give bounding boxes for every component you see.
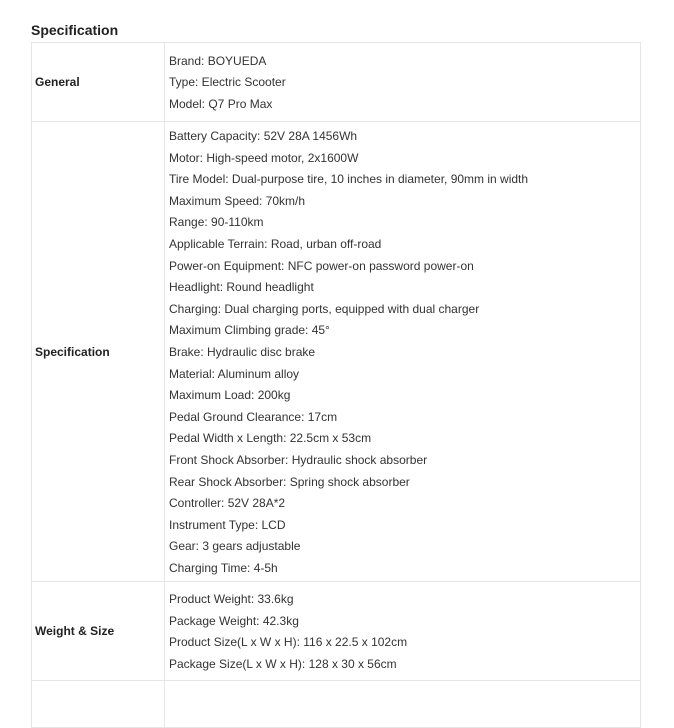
row-values-partial (165, 681, 641, 728)
table-row-general (32, 43, 641, 122)
spec-item: Headlight: Round headlight (169, 280, 314, 295)
spec-item: Front Shock Absorber: Hydraulic shock absorber (169, 452, 428, 467)
row-label-specification: Specification (32, 122, 165, 582)
spec-item: Model: Q7 Pro Max (169, 96, 273, 111)
spec-item: Range: 90-110km (169, 215, 264, 230)
spec-item: Pedal Ground Clearance: 17cm (169, 409, 338, 424)
spec-item: Gear: 3 gears adjustable (169, 539, 301, 554)
row-label-general: General (32, 43, 165, 122)
spec-item: Battery Capacity: 52V 28A 1456Wh (169, 129, 358, 143)
spec-item: Product Weight: 33.6kg (169, 592, 294, 607)
row-values-general (165, 43, 641, 122)
spec-item: Material: Aluminum alloy (169, 366, 300, 381)
spec-item: Brake: Hydraulic disc brake (169, 344, 316, 359)
spec-item: Charging: Dual charging ports, equipped with dual charger (169, 301, 480, 316)
row-label-weight-size: Weight & Size (32, 582, 165, 681)
spec-item: Maximum Load: 200kg (169, 388, 291, 403)
row-values-specification (165, 122, 641, 582)
spec-item: Package Size(L x W x H): 128 x 30 x 56cm (169, 657, 397, 672)
spec-item: Product Size(L x W x H): 116 x 22.5 x 102cm (169, 635, 408, 650)
spec-item: Applicable Terrain: Road, urban off-road (169, 236, 382, 251)
spec-item: Brand: BOYUEDA (169, 53, 267, 68)
row-label-partial (32, 681, 165, 728)
spec-item: Pedal Width x Length: 22.5cm x 53cm (169, 431, 372, 446)
spec-item: Power-on Equipment: NFC power-on password power-on (169, 258, 474, 273)
spec-item: Charging Time: 4-5h (169, 560, 278, 575)
spec-item: Tire Model: Dual-purpose tire, 10 inches in diameter, 90mm in width (169, 172, 529, 187)
table-row-specification (32, 122, 641, 582)
spec-item: Controller: 52V 28A*2 (169, 496, 286, 511)
spec-item: Package Weight: 42.3kg (169, 613, 299, 628)
spec-item: Maximum Speed: 70km/h (169, 193, 306, 208)
row-values-weight-size (165, 582, 641, 681)
spec-item: Motor: High-speed motor, 2x1600W (169, 150, 359, 165)
spec-item: Instrument Type: LCD (169, 517, 286, 532)
table-row-partial (32, 681, 641, 728)
spec-item: Type: Electric Scooter (169, 75, 286, 90)
page-title: Specification (31, 22, 119, 38)
table-row-weight-size (32, 582, 641, 681)
spec-item: Rear Shock Absorber: Spring shock absorber (169, 474, 410, 489)
spec-item: Maximum Climbing grade: 45° (169, 323, 330, 338)
spec-table (31, 42, 641, 728)
